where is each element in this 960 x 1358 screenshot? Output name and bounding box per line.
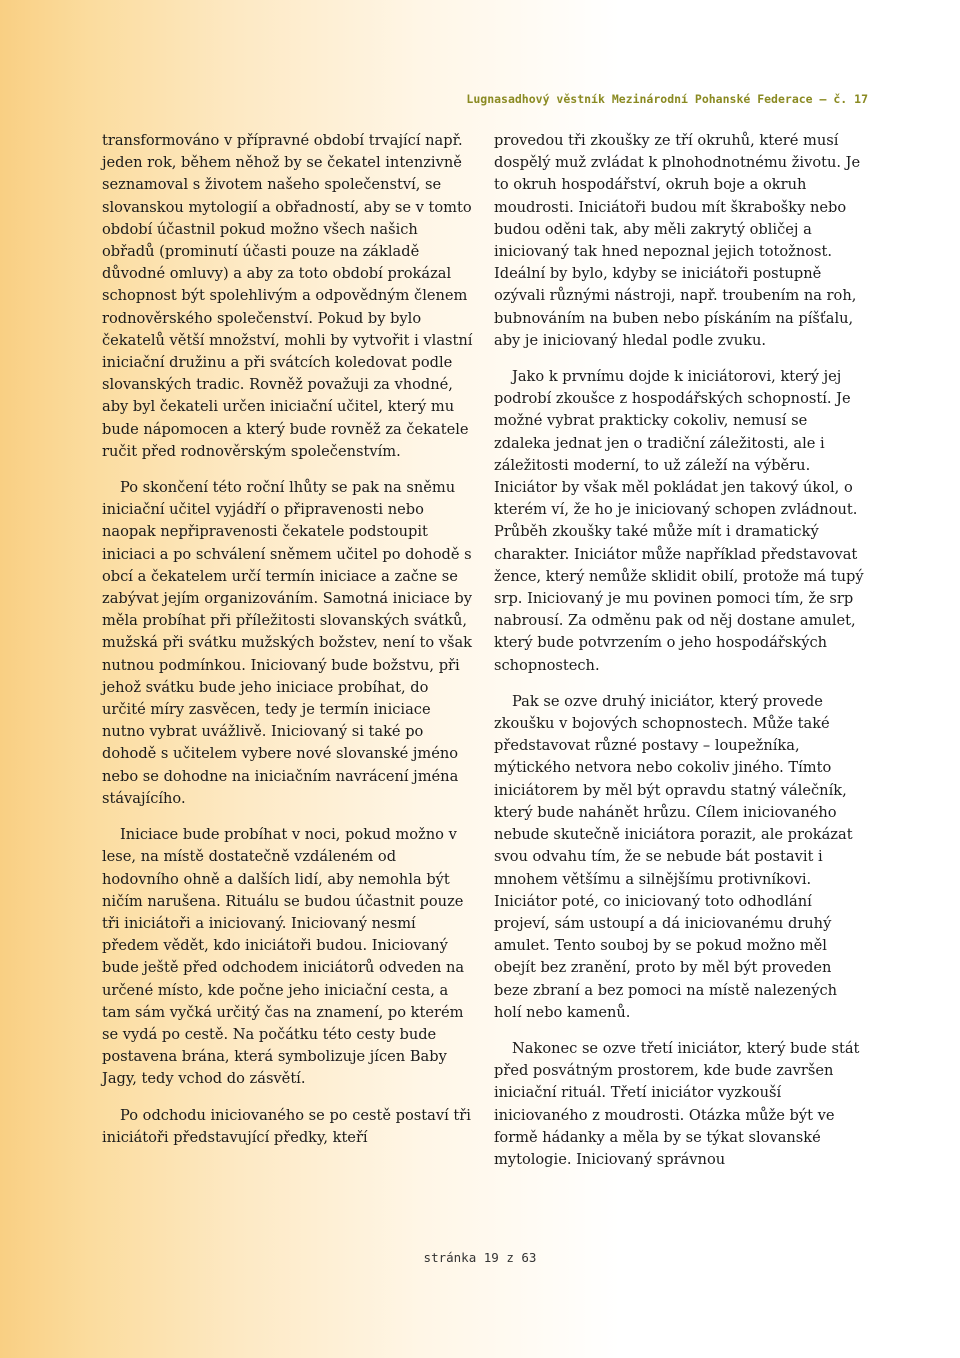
page-number: stránka 19 z 63 (423, 1250, 537, 1265)
left-text-column (102, 130, 474, 1163)
journal-header-title: Lugnasadhový věstník Mezinárodní Pohanské Federace – č. 17 (466, 92, 868, 106)
paragraph: Nakonec se ozve třetí iniciátor, který bude stát před posvátným prostorem, kde bude završen iniciační rituál. Třetí iniciátor vyzkouší iniciovaného z moudrosti. Otázka může být ve formě hádanky a měla by se týkat slovanské mytologie. Iniciovaný správnou (494, 1039, 860, 1168)
paragraph: Pak se ozve druhý iniciátor, který provede zkoušku v bojových schopnostech. Může také představovat různé postavy – loupežníka, mýtického netvora nebo cokoliv jiného. Tímto iniciátorem by měl být opravdu statný válečník, který bude nahánět hrůzu. Cílem iniciovaného nebude skutečně iniciátora porazit, ale prokázat svou odvahu tím, že se nebude bát postavit i mnohem většímu a silnějšímu protivníkovi. Iniciátor poté, co iniciovaný toto odhodlání projeví, sám ustoupí a dá iniciovanému druhý amulet. Tento souboj by se pokud možno měl obejít bez zranění, proto by měl být proveden beze zbraní a bez pomoci na místě nalezených holí nebo kamenů. (494, 692, 853, 1021)
right-text-column (494, 130, 866, 1185)
paragraph: Po skončení této roční lhůty se pak na sněmu iniciační učitel vyjádří o připravenosti nebo naopak nepřipravenosti čekatele podstoupit iniciaci a po schválení sněmem učitel po dohodě s obcí a čekatelem určí termín iniciace a začne se zabývat jejím organizováním. Samotná iniciace by měla probíhat při příležitosti slovanských svátků, mužská při svátku mužských božstev, není to však nutnou podmínkou. Iniciovaný bude božstvu, při jehož svátku bude jeho iniciace probíhat, do určité míry zasvěcen, tedy je termín iniciace nutno vybrat uvážlivě. Iniciovaný si také po dohodě s učitelem vybere nové slovanské jméno nebo se dohodne na iniciačním navrácení jména stávajícího. (102, 479, 473, 807)
paragraph: transformováno v přípravné období trvající např. jeden rok, během něhož by se čekatel intenzivně seznamoval s životem našeho společenství, se slovanskou mytologií a obřadností, aby se v tomto období účastnil pokud možno všech našich obřadů (prominutí účasti pouze na základě důvodné omluvy) a aby za toto období prokázal schopnost být spolehlivým a odpovědným členem rodnověrského společenství. Pokud by bylo čekatelů větší množství, mohli by vytvořit i vlastní iniciační družinu a při svátcích koledovat podle slovanských tradic. Rovněž považuji za vhodné, aby byl čekateli určen iniciační učitel, který mu bude nápomocen a který bude rovněž za čekatele ručit před rodnověrským společenstvím. (102, 132, 473, 460)
paragraph: Iniciace bude probíhat v noci, pokud možno v lese, na místě dostatečně vzdáleném od hodovního ohně a dalších lidí, aby nemohla být ničím narušena. Rituálu se budou účastnit pouze tři iniciátoři a iniciovaný. Iniciovaný nesmí předem vědět, kdo iniciátoři budou. Iniciovaný bude ještě před odchodem iniciátorů odveden na určené místo, kde počne jeho iniciační cesta, a tam sám vyčká určitý čas na znamení, po kterém se vydá po cestě. Na počátku této cesty bude postavena brána, která symbolizuje jícen Baby Jagy, tedy vchod do zásvětí. (102, 826, 465, 1088)
paragraph: provedou tři zkoušky ze tří okruhů, které musí dospělý muž zvládat k plnohodnotnému životu. Je to okruh hospodářství, okruh boje a okruh moudrosti. Iniciátoři budou mít škrabošky nebo budou oděni tak, aby měli zakrytý obličej a iniciovaný tak hned nepoznal jejich totožnost. Ideální by bylo, kdyby se iniciátoři postupně ozývali různými nástroji, např. troubením na roh, bubnováním na buben nebo pískáním na píšťalu, aby je iniciovaný hledal podle zvuku. (494, 132, 861, 349)
paragraph: Po odchodu iniciovaného se po cestě postaví tři iniciátoři představující předky, kteří (102, 1106, 471, 1146)
paragraph: Jako k prvnímu dojde k iniciátorovi, který jej podrobí zkoušce z hospodářských schopností. Je možné vybrat prakticky cokoliv, nemusí se zdaleka jednat jen o tradiční záležitosti, ale i záležitosti moderní, to už záleží na výběru. Iniciátor by však měl pokládat jen takový úkol, o kterém ví, že ho je iniciovaný schopen zvládnout. Průběh zkoušky také může mít i dramatický charakter. Iniciátor může například představovat žence, který nemůže sklidit obilí, protože má tupý srp. Iniciovaný je mu povinen pomoci tím, že srp nabrousí. Za odměnu pak od něj dostane amulet, který bude potvrzením o jeho hospodářských schopnostech. (494, 368, 864, 674)
